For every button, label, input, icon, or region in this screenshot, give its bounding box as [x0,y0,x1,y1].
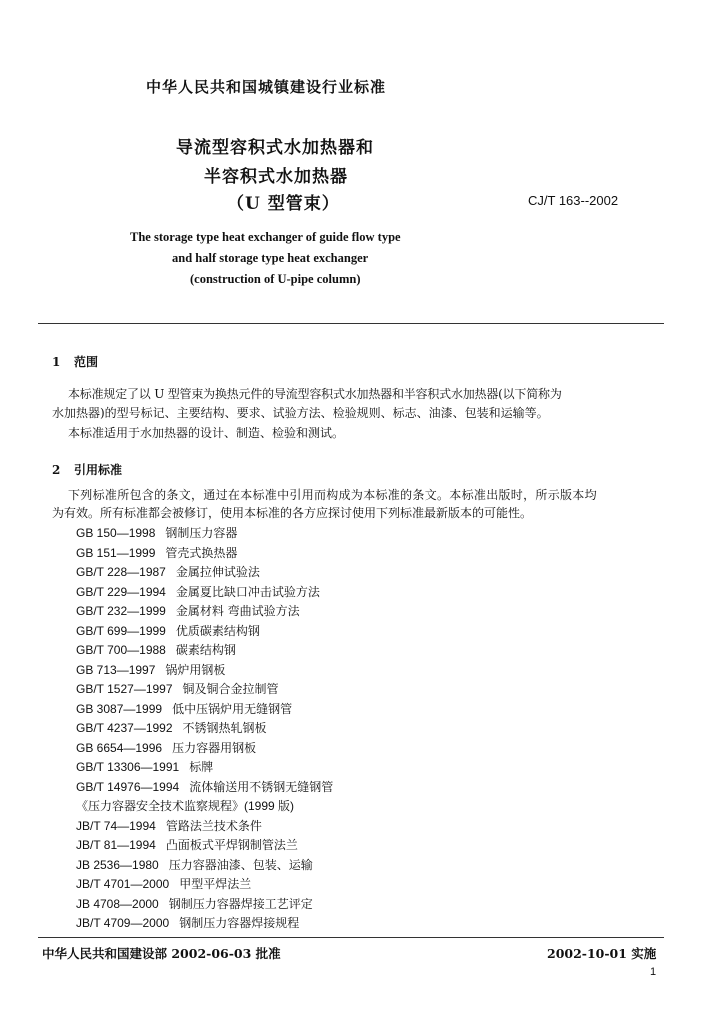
english-title-line-1: The storage type heat exchanger of guide flow type [130,230,401,244]
reference-code: JB/T 81—1994 [76,838,156,852]
reference-item [76,895,333,915]
reference-item [76,914,333,934]
reference-title: 金属夏比缺口冲击试验方法 [175,584,320,599]
reference-item [76,700,333,720]
reference-item [76,856,333,876]
reference-title: 金属材料 弯曲试验方法 [175,604,300,618]
standard-number: CJ/T 163--2002 [528,193,619,208]
section-1-number: 1 [52,355,61,369]
section-2-paragraph-1-cont: 为有效。所有标准都会被修订，使用本标准的各方应探讨使用下列标准最新版本的可能性。 [52,506,533,520]
section-2-title: 引用标准 [74,463,123,477]
reference-title: 钢制压力容器 [165,526,238,540]
reference-code: GB/T 699—1999 [76,623,166,638]
reference-item [76,758,333,778]
reference-item [76,661,333,681]
page-number: 1 [650,966,657,978]
reference-code: GB 3087—1999 [76,701,163,716]
reference-code: JB/T 4701—2000 [76,877,170,891]
reference-item [76,817,333,837]
reference-title: 标牌 [189,760,214,774]
footer-approval: 中华人民共和国建设部 2002-06-03 批准 [42,946,281,961]
reference-title: 低中压锅炉用无缝钢管 [172,701,293,716]
section-1-paragraph-2: 本标准适用于水加热器的设计、制造、检验和测试。 [68,426,345,440]
reference-code: GB/T 229—1994 [76,584,166,599]
reference-list [76,524,333,934]
reference-code: GB/T 13306—1991 [76,760,180,774]
reference-title: 不锈钢热轧钢板 [182,721,267,735]
reference-title: 凸面板式平焊钢制管法兰 [165,838,298,852]
title-line-2: 半容积式水加热器 [204,167,348,187]
section-1-paragraph-1-cont: 水加热器)的型号标记、主要结构、要求、试验方法、检验规则、标志、油漆、包装和运输等。 [52,406,549,420]
reference-code: JB 4708—2000 [76,896,159,911]
footer-implementation: 2002-10-01 实施 [547,946,657,961]
reference-item [76,544,333,564]
reference-code: GB 150—1998 [76,526,156,540]
header-org-standard: 中华人民共和国城镇建设行业标准 [146,78,387,96]
reference-title: 锅炉用钢板 [165,662,226,677]
section-1-title: 范围 [74,355,99,369]
top-divider [38,323,664,324]
reference-title: 甲型平焊法兰 [179,877,252,891]
reference-item [76,719,333,739]
reference-code: JB/T 4709—2000 [76,916,170,930]
reference-code: GB/T 4237—1992 [76,721,173,735]
english-title-line-3: (construction of U-pipe column) [190,272,361,286]
section-2-heading [52,461,122,478]
reference-title: 金属拉伸试验法 [175,565,260,579]
english-title-line-2: and half storage type heat exchanger [172,251,369,265]
reference-code: GB/T 700—1988 [76,643,166,657]
reference-title: 管壳式换热器 [165,545,238,560]
reference-code: GB 713—1997 [76,662,156,677]
reference-title: 流体输送用不锈钢无缝钢管 [189,779,334,794]
title-line-3: （U 型管束） [227,194,340,214]
reference-code: GB 6654—1996 [76,740,163,755]
reference-title: 钢制压力容器焊接工艺评定 [168,896,313,911]
reference-code: GB 151—1999 [76,545,156,560]
reference-title: 压力容器用钢板 [172,740,257,755]
reference-item [76,797,333,817]
reference-item [76,524,333,544]
reference-title: 压力容器油漆、包装、运输 [168,857,313,872]
section-2-paragraph-1: 下列标准所包含的条文，通过在本标准中引用而构成为本标准的条文。本标准出版时，所示版本均 [68,488,597,502]
reference-title: 管路法兰技术条件 [165,818,262,833]
section-2-number: 2 [52,463,61,477]
reference-item [76,875,333,895]
reference-code: 《压力容器安全技术监察规程》(1999 版) [76,799,295,813]
reference-code: GB/T 232—1999 [76,604,166,618]
reference-item [76,680,333,700]
reference-code: GB/T 1527—1997 [76,682,173,696]
reference-item [76,583,333,603]
reference-code: GB/T 14976—1994 [76,779,180,794]
reference-item [76,739,333,759]
reference-title: 铜及铜合金拉制管 [182,682,279,696]
reference-item [76,836,333,856]
reference-item [76,622,333,642]
reference-title: 钢制压力容器焊接规程 [179,916,300,930]
reference-code: GB/T 228—1987 [76,565,166,579]
bottom-divider [38,937,664,938]
section-1-heading [52,353,98,370]
reference-title: 优质碳素结构钢 [175,623,260,638]
reference-item [76,602,333,622]
reference-code: JB/T 74—1994 [76,818,156,833]
reference-item [76,563,333,583]
reference-item [76,778,333,798]
title-line-1: 导流型容积式水加热器和 [176,138,374,158]
reference-item [76,641,333,661]
section-1-paragraph-1: 本标准规定了以 U 型管束为换热元件的导流型容积式水加热器和半容积式水加热器(以下简称为 [68,387,562,401]
reference-code: JB 2536—1980 [76,857,159,872]
reference-title: 碳素结构钢 [175,643,236,657]
